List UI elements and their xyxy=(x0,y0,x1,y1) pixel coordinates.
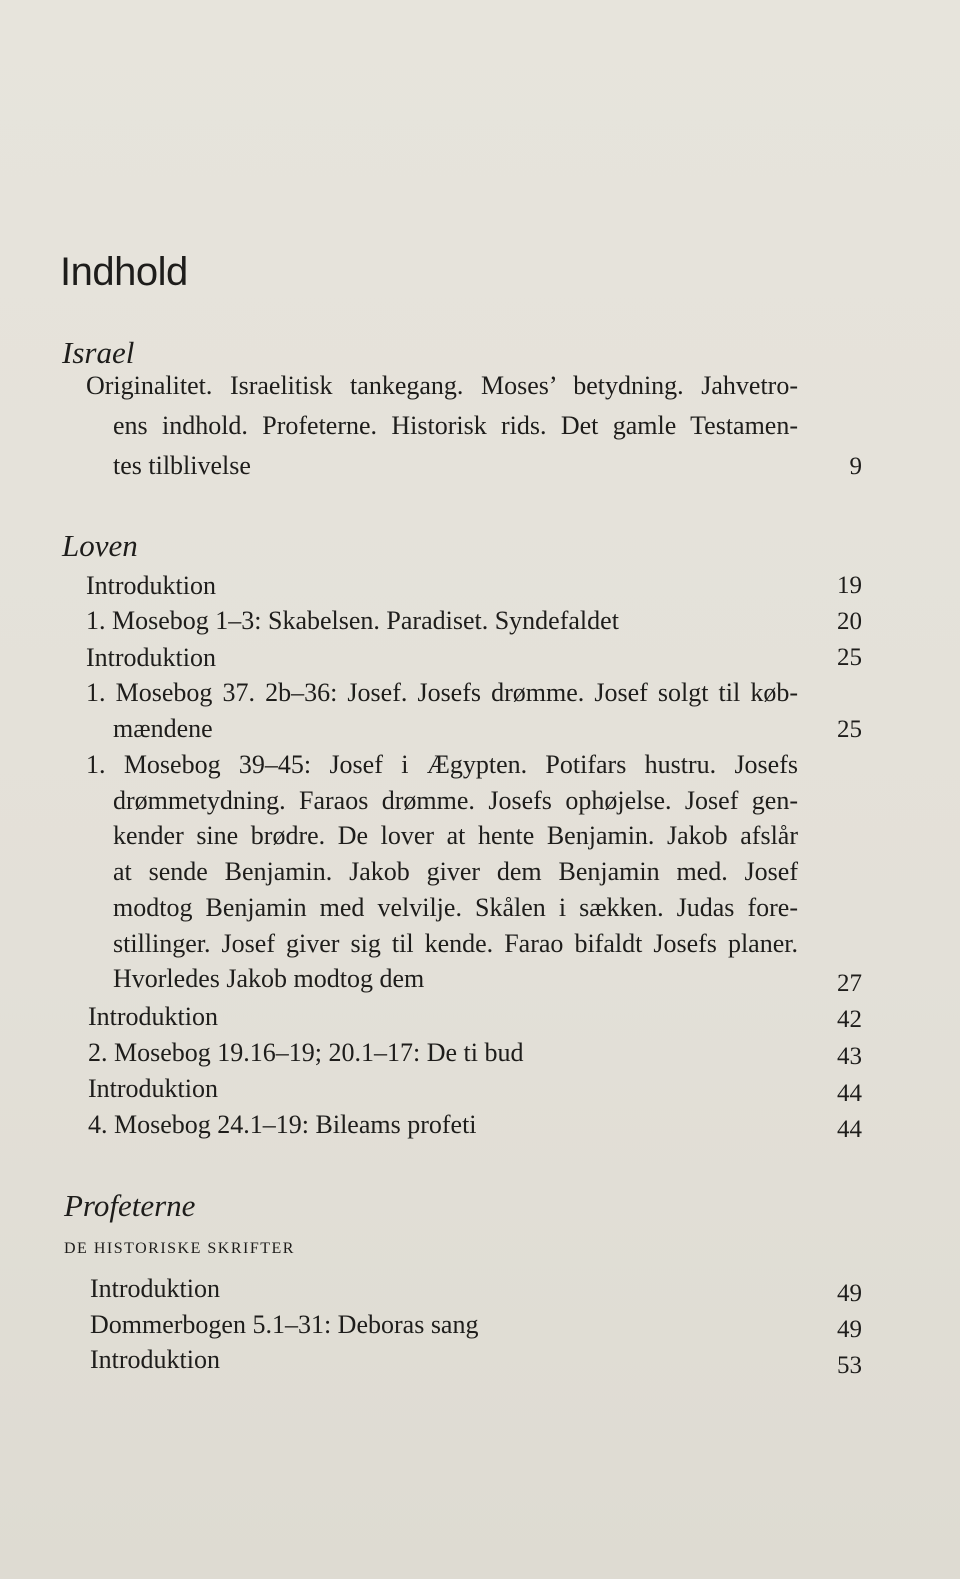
page-number: 49 xyxy=(837,1280,862,1307)
page-number: 43 xyxy=(837,1043,862,1070)
section-title-israel: Israel xyxy=(62,335,135,370)
toc-entry-line: drømmetydning. Faraos drømme. Josefs ophøjelse. Josef gen- xyxy=(113,786,798,815)
page-number: 20 xyxy=(837,608,862,635)
toc-entry-line: Originalitet. Israelitisk tankegang. Moses’ betydning. Jahvetro- xyxy=(86,371,798,400)
page-number: 19 xyxy=(837,572,862,599)
page-number: 27 xyxy=(837,970,862,997)
page-number: 25 xyxy=(837,716,862,743)
toc-entry-line: 1. Mosebog 1–3: Skabelsen. Paradiset. Syndefaldet xyxy=(86,606,619,635)
toc-entry-line: modtog Benjamin med velvilje. Skålen i sækken. Judas fore- xyxy=(113,893,798,922)
toc-entry-line: 1. Mosebog 39–45: Josef i Ægypten. Potifars hustru. Josefs xyxy=(86,750,798,779)
section-title-profeterne: Profeterne xyxy=(64,1188,196,1223)
page-number: 44 xyxy=(837,1116,862,1143)
toc-entry-line: Introduktion xyxy=(88,1074,218,1103)
toc-entry-line: stillinger. Josef giver sig til kende. Farao bifaldt Josefs planer. xyxy=(113,929,798,958)
toc-entry-line: at sende Benjamin. Jakob giver dem Benjamin med. Josef xyxy=(113,857,798,886)
page-number: 44 xyxy=(837,1080,862,1107)
toc-entry-line: Introduktion xyxy=(88,1002,218,1031)
toc-entry-line: Introduktion xyxy=(90,1345,220,1374)
toc-entry-line: ens indhold. Profeterne. Historisk rids. Det gamle Testamen- xyxy=(113,411,798,440)
page-number: 25 xyxy=(837,644,862,671)
toc-entry-line: kender sine brødre. De lover at hente Benjamin. Jakob afslår xyxy=(113,821,798,850)
page-number: 49 xyxy=(837,1316,862,1343)
toc-entry-line: Dommerbogen 5.1–31: Deboras sang xyxy=(90,1310,479,1339)
page-number: 42 xyxy=(837,1006,862,1033)
toc-entry-line: mændene xyxy=(113,714,213,743)
page-number: 53 xyxy=(837,1352,862,1379)
page-number: 9 xyxy=(849,453,862,480)
section-subtitle: DE HISTORISKE SKRIFTER xyxy=(64,1240,295,1257)
toc-entry-line: 2. Mosebog 19.16–19; 20.1–17: De ti bud xyxy=(88,1038,524,1067)
page-title: Indhold xyxy=(60,250,188,294)
toc-entry-line: 4. Mosebog 24.1–19: Bileams profeti xyxy=(88,1110,477,1139)
toc-entry-line: Introduktion xyxy=(90,1274,220,1303)
toc-entry-line: Introduktion xyxy=(86,643,216,672)
toc-entry-line: Hvorledes Jakob modtog dem xyxy=(113,964,425,993)
toc-entry-line: 1. Mosebog 37. 2b–36: Josef. Josefs drømme. Josef solgt til køb- xyxy=(86,678,798,707)
section-title-loven: Loven xyxy=(62,528,138,563)
toc-entry-line: Introduktion xyxy=(86,571,216,600)
toc-entry-line: tes tilblivelse xyxy=(113,451,251,480)
